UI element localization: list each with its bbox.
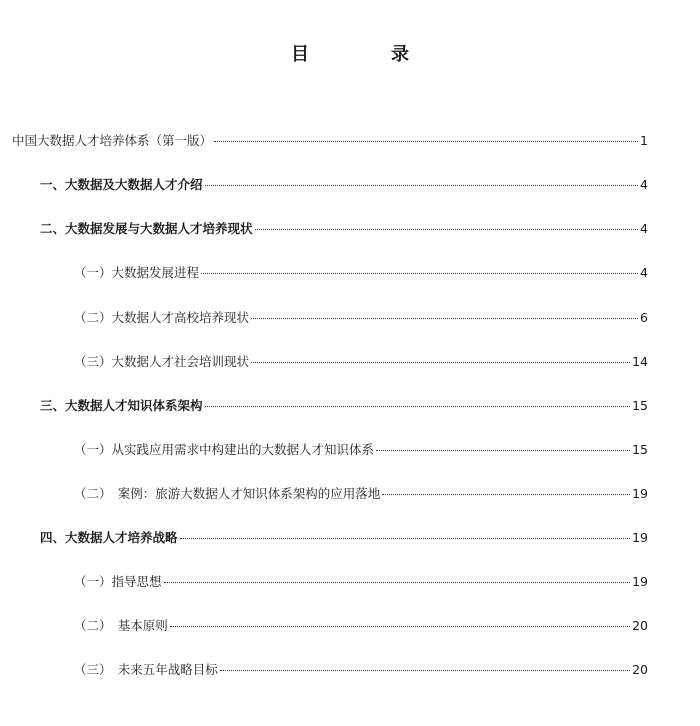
toc-page-number: 4 <box>640 177 648 192</box>
toc-entry-subsection-2-3[interactable] <box>74 354 648 370</box>
toc-page-number: 15 <box>632 398 648 413</box>
toc-entry-text: （三）大数据人才社会培训现状 <box>74 354 250 369</box>
toc-entry-subsection-4-2[interactable] <box>74 618 648 634</box>
toc-entry-section-1[interactable] <box>40 177 648 193</box>
dot-leader <box>214 141 638 142</box>
page-title: 目 录 <box>291 44 441 65</box>
toc-page-number: 19 <box>632 486 648 501</box>
toc-entry-text: （二） 案例：旅游大数据人才知识体系架构的应用落地 <box>74 486 381 501</box>
toc-entry-text: （一）指导思想 <box>74 574 162 589</box>
dot-leader <box>251 318 638 319</box>
toc-entry-text: （一）从实践应用需求中构建出的大数据人才知识体系 <box>74 442 375 457</box>
toc-page-number: 20 <box>632 618 648 633</box>
dot-leader <box>220 670 630 671</box>
toc-entry-subsection-2-1[interactable] <box>74 265 648 281</box>
dot-leader <box>201 273 638 274</box>
toc-page-number: 19 <box>632 574 648 589</box>
toc-page-number: 19 <box>632 530 648 545</box>
toc-entry-section-4[interactable] <box>40 530 648 546</box>
toc-entry-text: （二）大数据人才高校培养现状 <box>74 310 250 325</box>
toc-entry-subsection-3-1[interactable] <box>74 442 648 458</box>
toc-page-number: 1 <box>640 133 648 148</box>
toc-entry-text: 二、大数据发展与大数据人才培养现状 <box>40 221 253 236</box>
toc-entry-section-3[interactable] <box>40 398 648 414</box>
dot-leader <box>382 494 630 495</box>
toc-entry-root[interactable] <box>12 133 648 149</box>
toc-entry-text: （三） 未来五年战略目标 <box>74 662 218 677</box>
dot-leader <box>170 626 630 627</box>
toc-entry-text: 一、大数据及大数据人才介绍 <box>40 177 203 192</box>
toc-entry-subsection-4-3[interactable] <box>74 662 648 678</box>
dot-leader <box>376 450 630 451</box>
toc-page-number: 6 <box>640 310 648 325</box>
toc-entry-text: 中国大数据人才培养体系（第一版） <box>12 133 213 148</box>
toc-entry-section-2[interactable] <box>40 221 648 237</box>
dot-leader <box>205 185 639 186</box>
dot-leader <box>164 582 631 583</box>
toc-entry-subsection-2-2[interactable] <box>74 310 648 326</box>
dot-leader <box>251 362 630 363</box>
toc-page-number: 4 <box>640 265 648 280</box>
dot-leader <box>180 538 631 539</box>
toc-entry-subsection-4-1[interactable] <box>74 574 648 590</box>
dot-leader <box>255 229 639 230</box>
toc-page-number: 20 <box>632 662 648 677</box>
dot-leader <box>205 406 631 407</box>
toc-page-number: 14 <box>632 354 648 369</box>
toc-entry-text: （一）大数据发展进程 <box>74 265 200 280</box>
toc-page-number: 4 <box>640 221 648 236</box>
toc-entry-text: （二） 基本原则 <box>74 618 168 633</box>
toc-entry-text: 四、大数据人才培养战略 <box>40 530 178 545</box>
toc-page-number: 15 <box>632 442 648 457</box>
toc-entry-text: 三、大数据人才知识体系架构 <box>40 398 203 413</box>
toc-entry-subsection-3-2[interactable] <box>74 486 648 502</box>
